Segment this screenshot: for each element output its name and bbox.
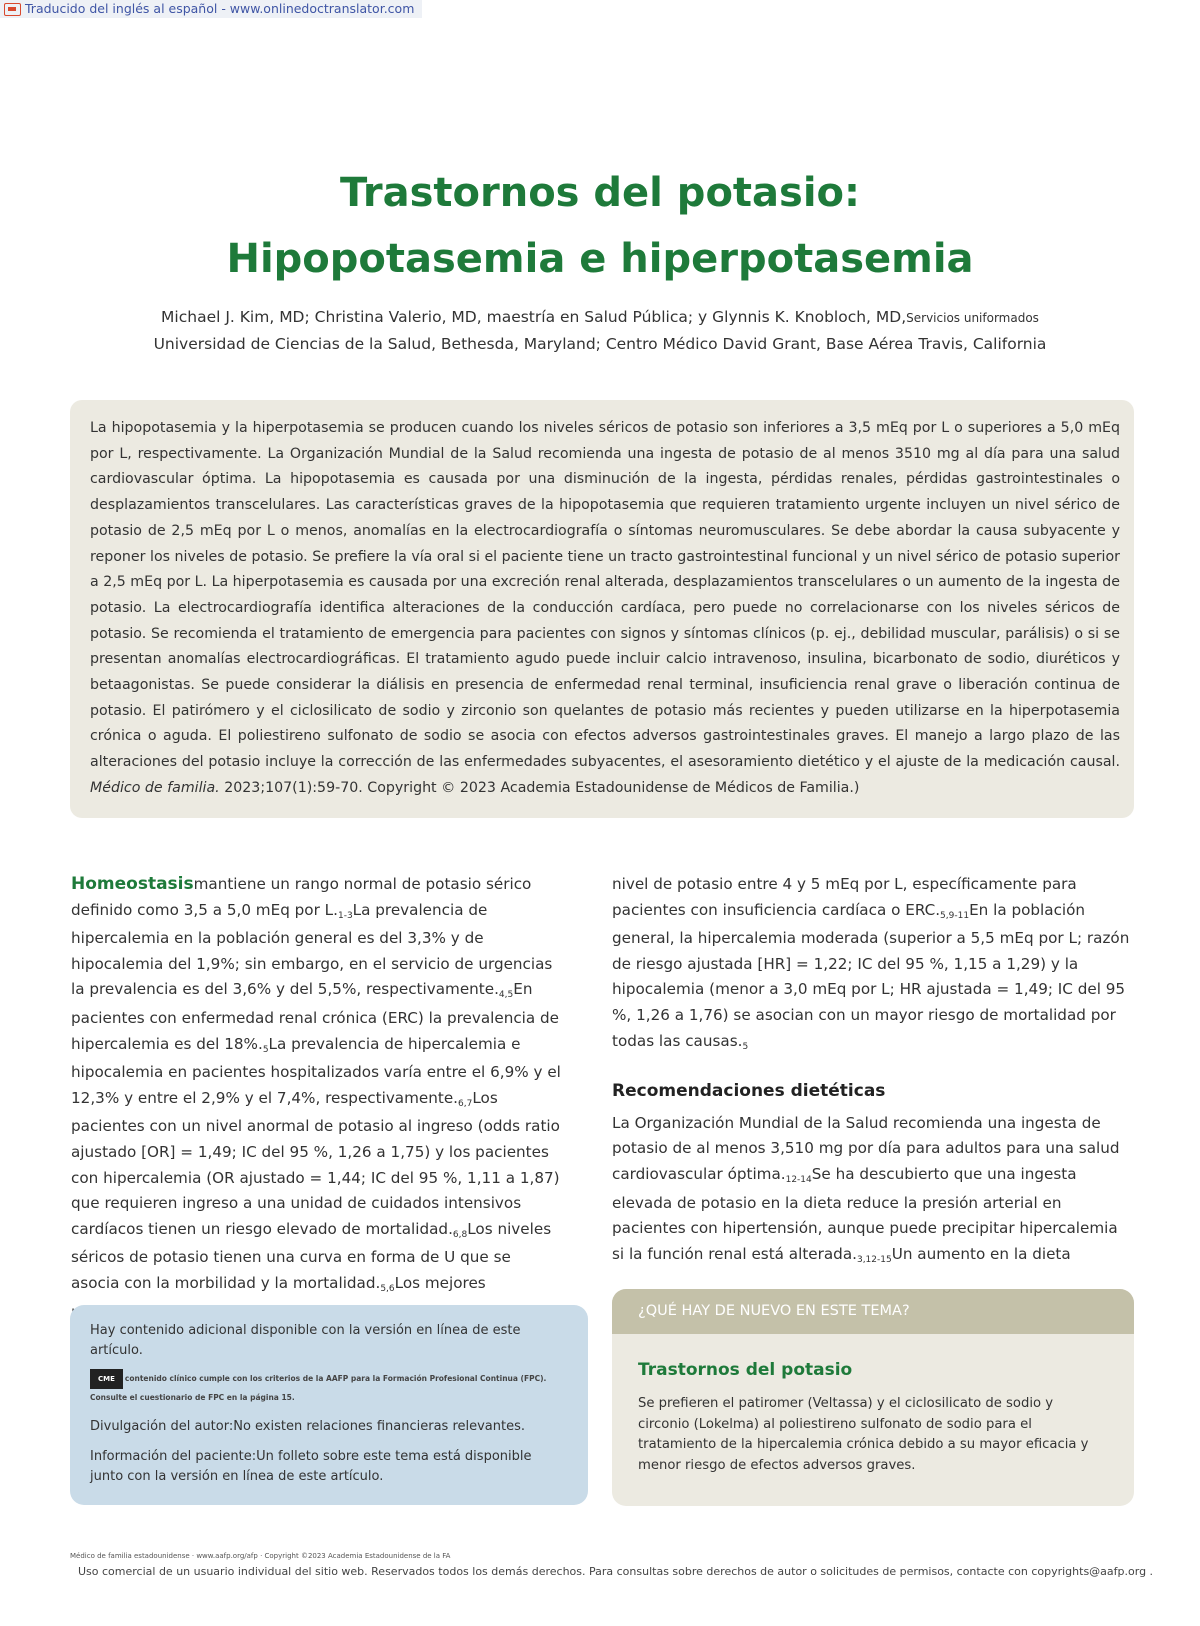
authors-block [100,304,1100,357]
right-column [612,872,1132,1270]
reference[interactable]: 5 [262,1044,269,1055]
online-content-text: Hay contenido adicional disponible con la versión en línea de este artículo. [90,1323,521,1358]
section-heading-dietary: Recomendaciones dietéticas [612,1081,886,1102]
footer-journal-line: Médico de familia estadounidense · www.aafp.org/afp · Copyright ©2023 Academia Estadounidense de la FA [70,1552,451,1560]
reference[interactable]: 1-3 [337,910,353,921]
sentence: En la población general, la hipercalemia moderada (superior a 5,5 mEq por L; razón de riesgo ajustada [HR] = 1,22; IC del 95 %, 1,15 a 1,29) y la hipocalemia (menor a 3,0 mEq por L; HR ajustada = 1,49; IC del 95 %, 1,26 a 1,76) se asocian con un mayor riesgo de mortalidad por todas las causas. [612,900,1130,1050]
sentence: En pacientes con enfermedad renal crónica (ERC) la prevalencia de hipercalemia es del 18%. [71,980,560,1053]
sentence: Un aumento en la dieta [891,1244,1071,1263]
abstract-box [70,400,1134,818]
sentence: La prevalencia de hipercalemia en la población general es del 3,3% y de hipocalemia del 1,9%; sin embargo, en el servicio de urgencias la prevalencia es del 3,6% y del 5,5%, respectivamente. [71,900,553,999]
reference[interactable]: 5 [742,1041,749,1052]
cme-badge: CME [90,1369,123,1389]
sentence: La Organización Mundial de la Salud recomienda una ingesta de potasio de al menos 3,510 mg por día para adultos para una salud cardiovascular óptima. [612,1113,1120,1183]
authors-line2: Universidad de Ciencias de la Salud, Bethesda, Maryland; Centro Médico David Grant, Base Aérea Travis, California [153,335,1047,353]
translate-icon [4,3,21,16]
banner-text: Traducido del inglés al español - www.onlinedoctranslator.com [25,1,415,16]
reference[interactable]: 6,8 [452,1229,468,1240]
whats-new-header: ¿QUÉ HAY DE NUEVO EN ESTE TEMA? [612,1289,1134,1334]
patient-information: Información del paciente:Un folleto sobre este tema está disponible junto con la versión en línea de este artículo. [90,1449,532,1484]
authors-line1 [100,304,1100,331]
citation: 2023;107(1):59-70. Copyright © 2023 Academia Estadounidense de Médicos de Familia.) [219,779,860,796]
cme-text: contenido clínico cumple con los criterios de la AAFP para la Formación Profesional Continua (FPC). [124,1374,547,1383]
sentence: Los niveles séricos de potasio tienen una curva en forma de U que se asocia con la morbilidad y la mortalidad. [71,1219,552,1292]
reference[interactable]: 5,6 [380,1283,395,1294]
cme-quiz: Consulte el cuestionario de FPC en la página 15. [90,1393,295,1402]
whats-new-box [612,1289,1134,1506]
author-disclosure: Divulgación del autor:No existen relaciones financieras relevantes. [90,1419,526,1434]
sentence: La prevalencia de hipercalemia e hipocalemia en pacientes hospitalizados varía entre el 6,9% y el 12,3% y entre el 2,9% y el 7,4%, respectivamente. [71,1034,561,1107]
whats-new-body: Se prefieren el patiromer (Veltassa) y el ciclosilicato de sodio y circonio (Lokelma) al poliestireno sulfonato de sodio para el tratamiento de la hipercalemia crónica debido a su mayor eficacia y menor riesgo de efectos adversos graves. [638,1396,1089,1473]
lead-word: Homeostasis [71,874,194,894]
dietary-paragraph [612,1111,1132,1271]
sentence: mantiene un rango normal de potasio sérico definido como 3,5 a 5,0 mEq por L. [71,875,532,919]
translator-banner[interactable] [0,0,422,18]
article-title-line2: Hipopotasemia e hiperpotasemia [226,236,974,282]
sentence: Se ha descubierto que una ingesta elevada de potasio en la dieta reduce la presión arterial en pacientes con hipertensión, aunque puede precipitar hipercalemia si la función renal está alterada. [612,1164,1118,1263]
sentence: nivel de potasio entre 4 y 5 mEq por L, específicamente para pacientes con insuficiencia cardíaca o ERC. [612,875,1077,919]
online-content-note-box [70,1305,588,1505]
left-column [71,872,561,1325]
prevalence-paragraph [612,872,1132,1057]
reference[interactable]: 5,9-11 [940,910,970,921]
sentence: Los mejores [394,1273,486,1292]
sentence: Los pacientes con un nivel anormal de potasio al ingreso (odds ratio ajustado [OR] = 1,49; IC del 95 %, 1,26 a 1,75) y los pacientes con hipercalemia (OR ajustado = 1,44; IC del 95 %, 1,11 a 1,87) que requieren ingreso a una unidad de cuidados intensivos cardíacos tienen un riesgo elevado de mortalidad. [71,1088,560,1238]
cme-notice [90,1369,560,1389]
authors-affiliation-small: Servicios uniformados [906,311,1039,325]
authors-names: Michael J. Kim, MD; Christina Valerio, MD, maestría en Salud Pública; y Glynnis K. Knobloch, MD, [161,308,907,326]
abstract-body: La hipopotasemia y la hiperpotasemia se producen cuando los niveles séricos de potasio son inferiores a 3,5 mEq por L o superiores a 5,0 mEq por L, respectivamente. La Organización Mundial de la Salud recomienda una ingesta de potasio de al menos 3510 mg al día para una salud cardiovascular óptima. La hipopotasemia es causada por una disminución de la ingesta, pérdidas renales, pérdidas gastrointestinales o desplazamientos transcelulares. Las características graves de la hipopotasemia que requieren tratamiento urgente incluyen un nivel sérico de potasio de 2,5 mEq por L o menos, anomalías en la electrocardiografía o síntomas neuromusculares. Se debe abordar la causa subyacente y reponer los niveles de potasio. Se prefiere la vía oral si el paciente tiene un tracto gastrointestinal funcional y un nivel sérico de potasio superior a 2,5 mEq por L. La hiperpotasemia es causada por una excreción renal alterada, desplazamientos transcelulares o un aumento de la ingesta de potasio. La electrocardiografía identifica alteraciones de la conducción cardíaca, pero puede no correlacionarse con los niveles séricos de potasio. Se recomienda el tratamiento de emergencia para pacientes con signos y síntomas clínicos (p. ej., debilidad muscular, parálisis) o si se presentan anomalías electrocardiográficas. El tratamiento agudo puede incluir calcio intravenoso, insulina, bicarbonato de sodio, diuréticos y betaagonistas. Se puede considerar la diálisis en presencia de enfermedad renal terminal, insuficiencia renal grave o liberación continua de potasio. El patirómero y el ciclosilicato de sodio y zirconio son quelantes de potasio más recientes y pueden utilizarse en la hiperpotasemia crónica o aguda. El poliestireno sulfonato de sodio se asocia con efectos adversos gastrointestinales graves. El manejo a largo plazo de las alteraciones del potasio incluye la corrección de las enfermedades subyacentes, el asesoramiento dietético y el ajuste de la medicación causal. [90,420,1120,771]
reference[interactable]: 3,12-15 [856,1254,892,1265]
abstract-text [90,416,1120,802]
journal-name: Médico de familia. [90,779,220,796]
reference[interactable]: 6,7 [458,1098,473,1109]
article-title-line1: Trastornos del potasio: [339,170,861,216]
homeostasis-paragraph [71,872,561,1325]
whats-new-subtitle: Trastornos del potasio [638,1360,853,1380]
reference[interactable]: 12-14 [785,1174,812,1185]
reference[interactable]: 4,5 [498,990,514,1001]
footer-copyright-line: Uso comercial de un usuario individual del sitio web. Reservados todos los demás derechos. Para consultas sobre derechos de autor o solicitudes de permisos, contacte con copyrights@aafp.org . [78,1565,1154,1578]
